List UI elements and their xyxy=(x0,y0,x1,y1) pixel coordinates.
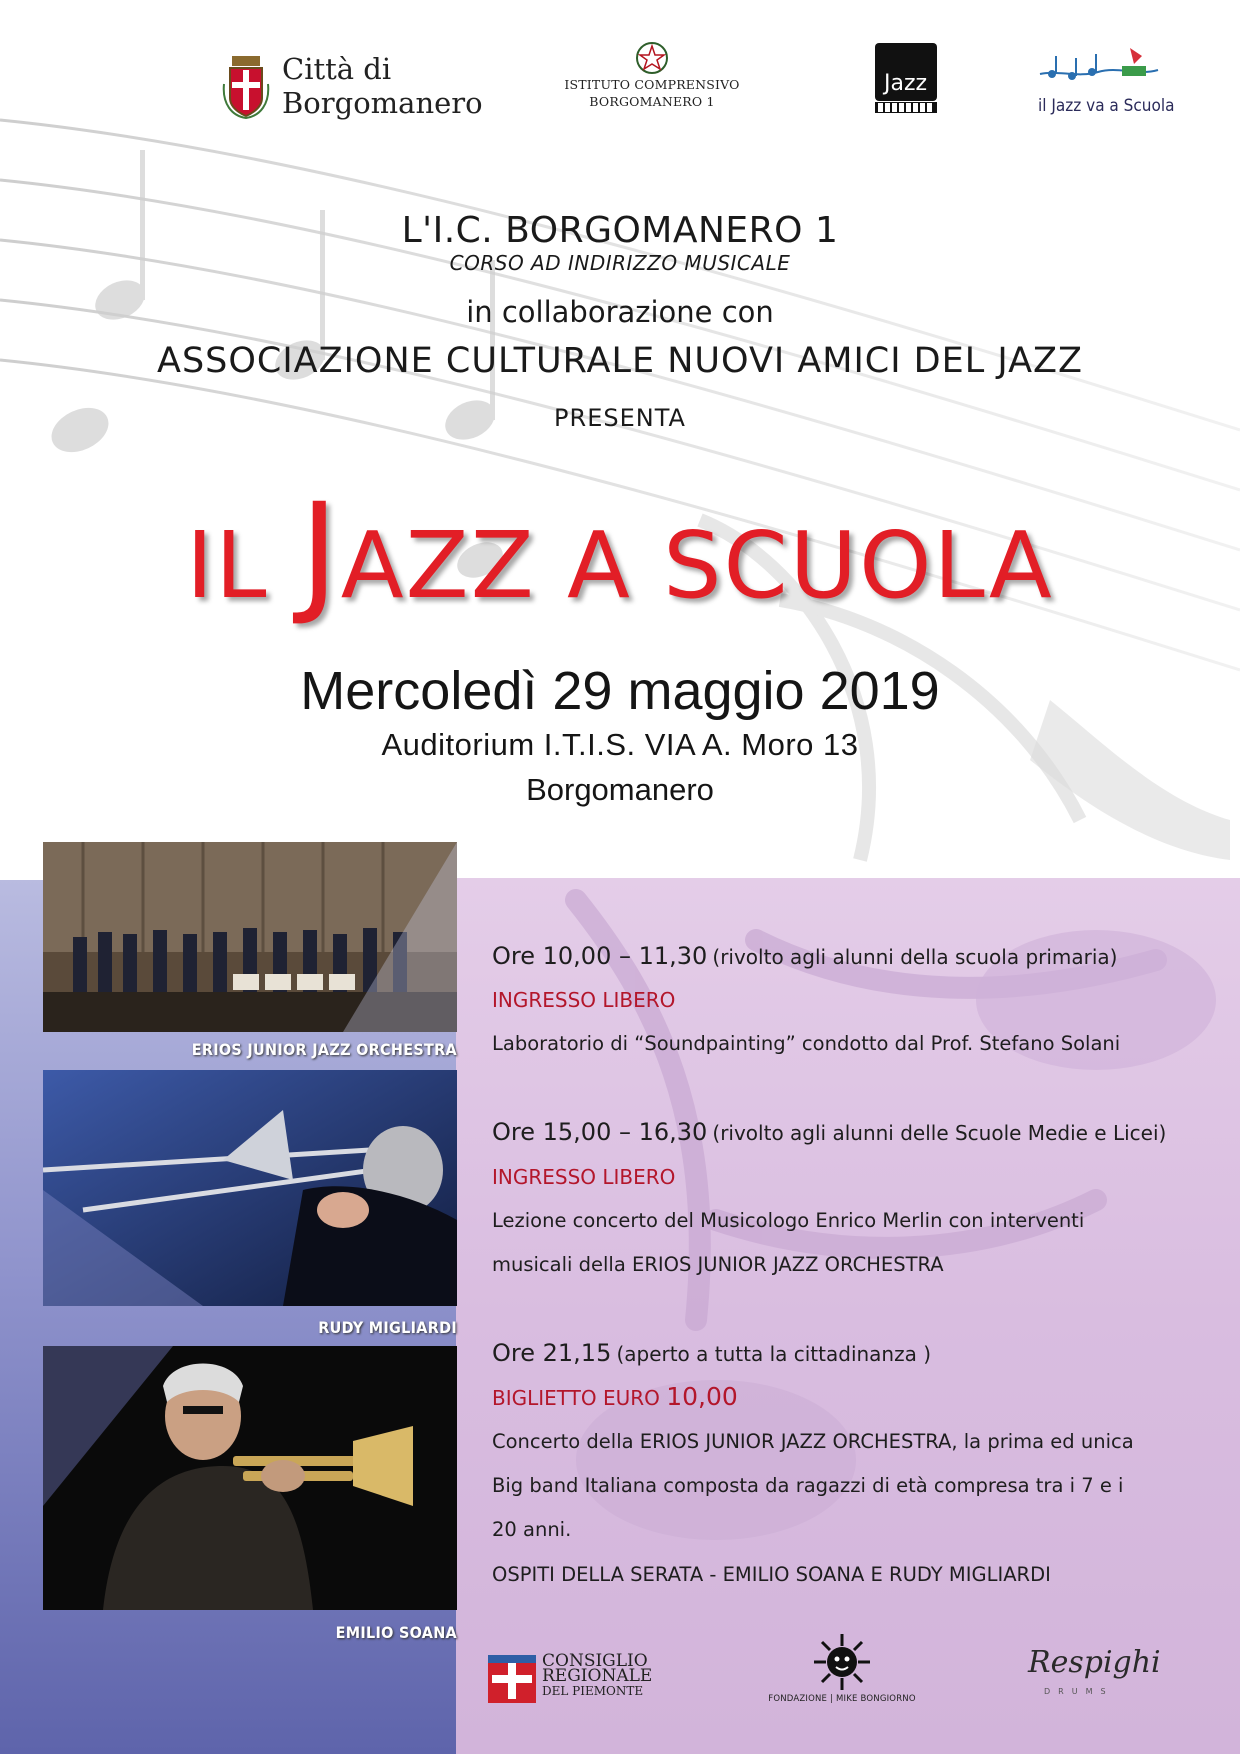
session-2-tag: INGRESSO LIBERO xyxy=(492,1165,676,1189)
photo-orchestra xyxy=(43,842,457,1032)
session-3-desc-2: Big band Italiana composta da ragazzi di età compresa tra i 7 e i xyxy=(492,1474,1124,1497)
session-1-tag: INGRESSO LIBERO xyxy=(492,988,676,1012)
session-3-time: Ore 21,15 xyxy=(492,1339,612,1367)
title-big-letter: J xyxy=(299,475,341,629)
ticket-price: 10,00 xyxy=(666,1382,738,1411)
respighi-sub: DRUMS xyxy=(1044,1687,1114,1696)
photo-trombonist xyxy=(43,1070,457,1306)
session-1-note: (rivolto agli alunni della scuola primaria) xyxy=(712,945,1118,969)
piemonte-flag-icon xyxy=(488,1655,536,1703)
logo-consiglio-regionale xyxy=(488,1653,658,1705)
consiglio-line-2: REGIONALE xyxy=(542,1666,653,1686)
photo-caption-orchestra: ERIOS JUNIOR JAZZ ORCHESTRA xyxy=(191,1040,457,1059)
session-1-desc: Laboratorio di “Soundpainting” condotto dal Prof. Stefano Solani xyxy=(492,1032,1121,1055)
session-2-time: Ore 15,00 – 16,30 xyxy=(492,1118,708,1146)
event-date: Mercoledì 29 maggio 2019 xyxy=(300,661,940,721)
session-3-desc-3: 20 anni. xyxy=(492,1518,572,1541)
title-part-1: IL xyxy=(186,512,300,619)
saxophone-silhouette xyxy=(456,700,1240,1600)
session-2-time-line xyxy=(492,1118,1166,1146)
session-3-time-line xyxy=(492,1339,931,1367)
fondazione-text: FONDAZIONE | MIKE BONGIORNO xyxy=(768,1694,916,1704)
session-2-note: (rivolto agli alunni delle Scuole Medie e Licei) xyxy=(712,1121,1167,1145)
session-3-guests: OSPITI DELLA SERATA - EMILIO SOANA E RUDY MIGLIARDI xyxy=(492,1563,1051,1586)
event-city: Borgomanero xyxy=(526,772,714,807)
citta-line-2: Borgomanero xyxy=(282,86,483,120)
piano-jazz-icon xyxy=(874,42,938,114)
jazzva-text: il Jazz va a Scuola xyxy=(1038,96,1175,116)
event-venue: Auditorium I.T.I.S. VIA A. Moro 13 xyxy=(381,727,859,762)
session-1-time-line xyxy=(492,942,1118,970)
consiglio-line-1: CONSIGLIO xyxy=(542,1651,648,1671)
city-crest-icon xyxy=(222,54,270,120)
photo-trumpeter xyxy=(43,1346,457,1610)
logo-respighi-drums xyxy=(1028,1645,1161,1705)
sun-face-icon xyxy=(812,1632,872,1692)
photo-caption-rudy: RUDY MIGLIARDI xyxy=(318,1318,457,1337)
session-1-time: Ore 10,00 – 11,30 xyxy=(492,942,708,970)
istituto-line-2: BORGOMANERO 1 xyxy=(589,94,715,109)
logo-istituto-comprensivo xyxy=(552,40,752,120)
photo-caption-emilio: EMILIO SOANA xyxy=(335,1623,457,1642)
course-line: CORSO AD INDIRIZZO MUSICALE xyxy=(449,251,791,275)
session-3-tag xyxy=(492,1382,738,1411)
association-line: ASSOCIAZIONE CULTURALE NUOVI AMICI DEL JAZZ xyxy=(157,341,1083,381)
logo-fondazione-mike-bongiorno xyxy=(752,1632,932,1712)
session-2-desc-2: musicali della ERIOS JUNIOR JAZZ ORCHESTRA xyxy=(492,1253,944,1276)
session-3-note: (aperto a tutta la cittadinanza ) xyxy=(616,1342,932,1366)
ticket-label: BIGLIETTO EURO xyxy=(492,1386,667,1410)
consiglio-line-3: DEL PIEMONTE xyxy=(542,1684,644,1698)
respighi-text: Respighi xyxy=(1028,1645,1161,1680)
title-part-2: AZZ A SCUOLA xyxy=(340,512,1054,619)
logo-citta-borgomanero xyxy=(222,52,492,126)
jazz-badge-word: Jazz xyxy=(884,71,928,96)
istituto-line-1: ISTITUTO COMPRENSIVO xyxy=(564,77,740,92)
logo-jazz-va-a-scuola xyxy=(1038,44,1175,120)
organizer-line: L'I.C. BORGOMANERO 1 xyxy=(401,210,839,251)
session-3-desc-1: Concerto della ERIOS JUNIOR JAZZ ORCHESTRA, la prima ed unica xyxy=(492,1430,1134,1453)
session-2-desc-1: Lezione concerto del Musicologo Enrico Merlin con interventi xyxy=(492,1209,1085,1232)
event-title xyxy=(0,475,1240,629)
citta-line-1: Città di xyxy=(282,52,392,86)
jazz-notes-icon xyxy=(1038,44,1160,94)
collaboration-line: in collaborazione con xyxy=(466,295,774,329)
presenta-line: PRESENTA xyxy=(554,404,686,432)
italian-emblem-icon xyxy=(635,40,669,76)
